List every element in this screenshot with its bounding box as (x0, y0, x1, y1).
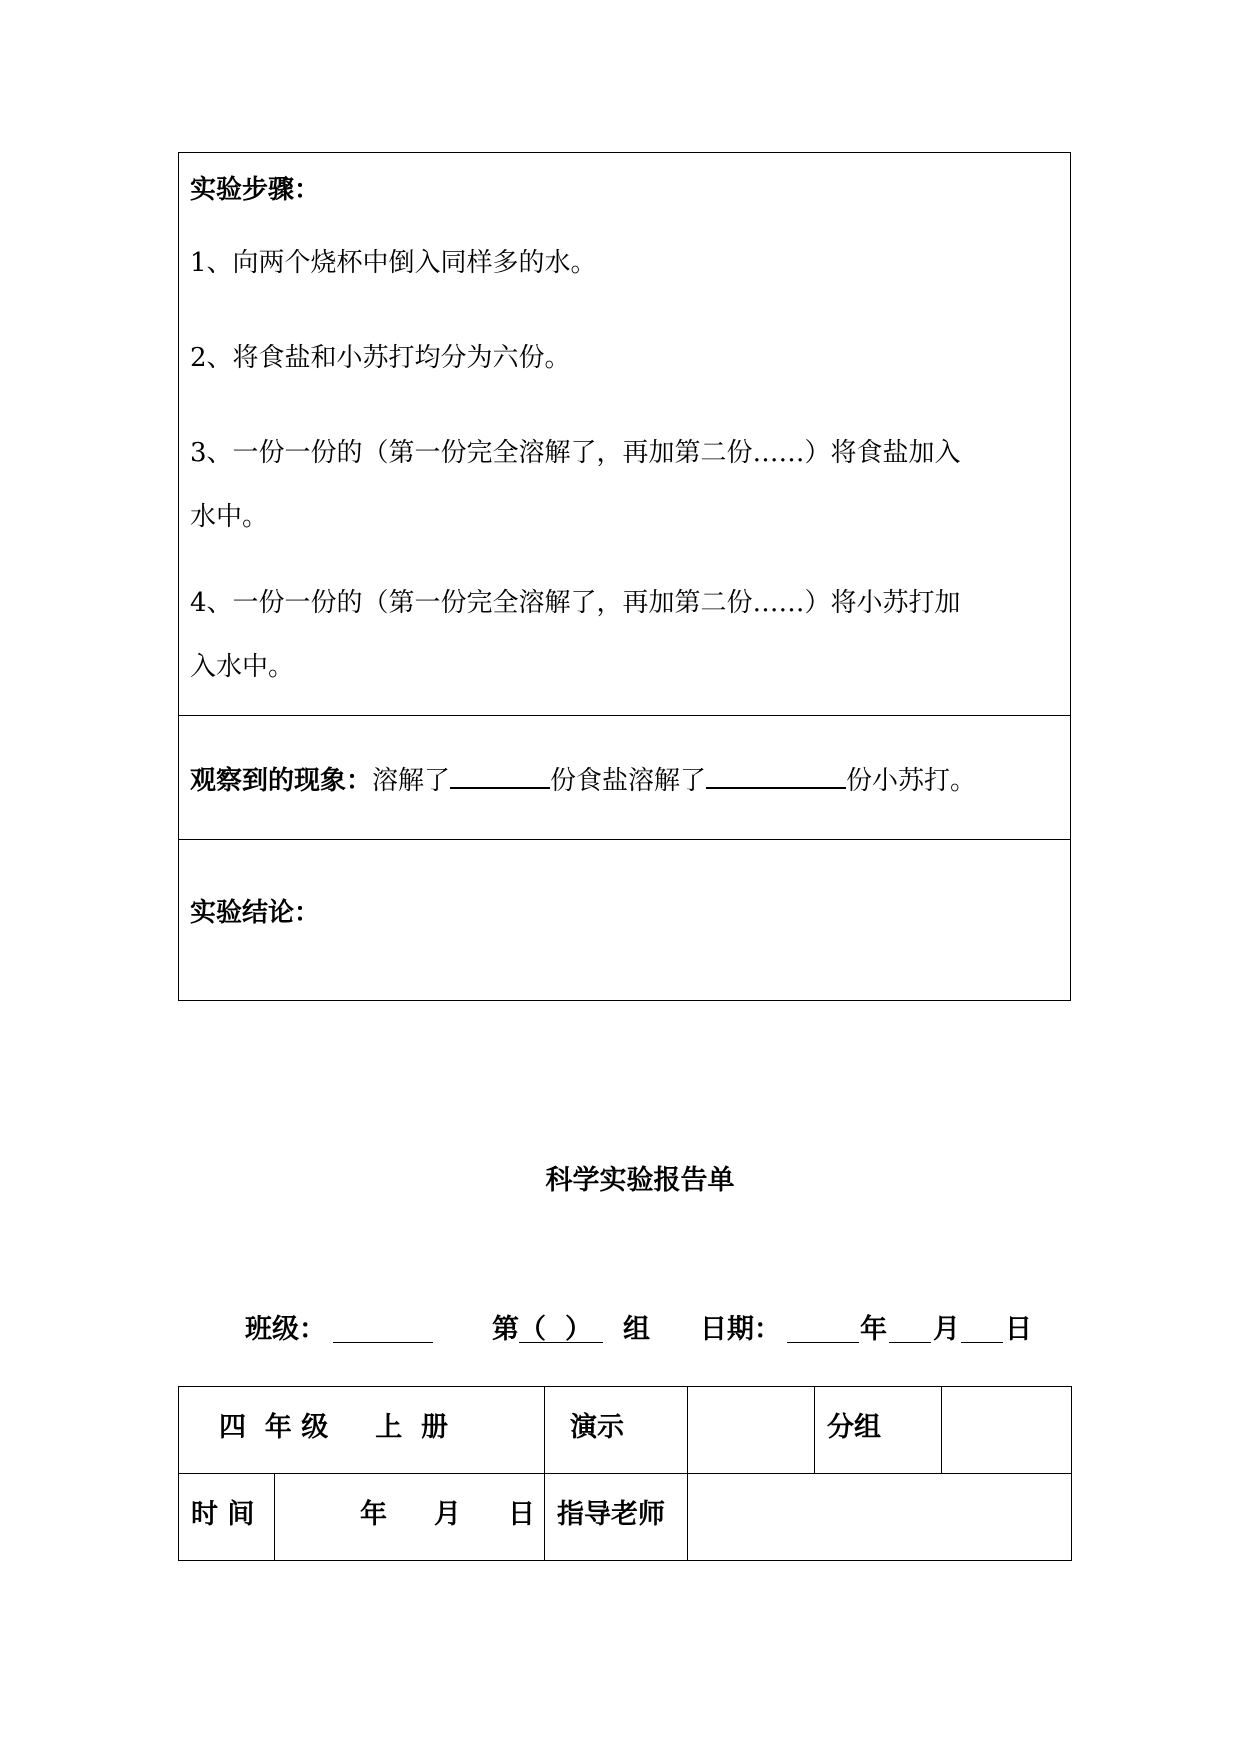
step-2: 2、将食盐和小苏打均分为六份。 (190, 343, 571, 373)
date-label: 日期： (700, 1314, 781, 1345)
observation-text-1: 溶解了 (372, 765, 451, 796)
step-3-line-2: 水中。 (190, 502, 269, 532)
demo-label-cell (545, 1387, 688, 1474)
month-label: 月 (933, 1314, 960, 1345)
group-suffix: 组 (623, 1314, 650, 1345)
observation-label: 观察到的现象： (190, 765, 373, 796)
steps-cell (179, 153, 1071, 716)
group-paren-close: ） (565, 1314, 592, 1345)
day-label: 日 (1005, 1314, 1032, 1345)
soda-count-blank[interactable] (706, 759, 846, 789)
experiment-table (178, 152, 1071, 1001)
day-blank[interactable] (961, 1310, 1003, 1343)
group-label-cell (815, 1387, 942, 1474)
grade-cell (179, 1387, 545, 1474)
conclusion-cell[interactable] (179, 840, 1071, 1001)
date-value: 年 月 日 (360, 1499, 535, 1530)
steps-heading: 实验步骤： (190, 175, 321, 205)
year-label: 年 (860, 1314, 887, 1345)
demo-label: 演示 (570, 1412, 624, 1443)
month-blank[interactable] (889, 1310, 931, 1343)
step-4 (190, 570, 1059, 700)
year-blank[interactable] (787, 1310, 859, 1343)
teacher-value-cell[interactable] (688, 1474, 1072, 1561)
date-value-cell[interactable] (275, 1474, 545, 1561)
time-label-cell (179, 1474, 275, 1561)
group-prefix: 第（ (492, 1314, 546, 1345)
observation-text-2: 份食盐溶解了 (550, 765, 707, 796)
teacher-label-cell (545, 1474, 688, 1561)
grade-text: 四 年 级 上 册 (219, 1412, 448, 1443)
observation-text-3: 份小苏打。 (846, 765, 977, 796)
report-meta-table (178, 1386, 1072, 1561)
step-3-line-1: 3、一份一份的（第一份完全溶解了，再加第二份……）将食盐加入 (190, 438, 961, 468)
group-label: 分组 (827, 1412, 881, 1443)
report-title: 科学实验报告单 (545, 1165, 735, 1196)
time-label: 时 间 (191, 1499, 255, 1530)
class-label: 班级： (245, 1314, 326, 1345)
teacher-label: 指导老师 (557, 1499, 665, 1530)
salt-count-blank[interactable] (450, 759, 550, 789)
class-blank[interactable] (333, 1310, 433, 1343)
step-4-line-2: 入水中。 (190, 652, 295, 682)
group-value-cell[interactable] (942, 1387, 1072, 1474)
conclusion-label: 实验结论： (190, 898, 321, 928)
demo-value-cell[interactable] (688, 1387, 815, 1474)
step-3 (190, 420, 1059, 550)
step-4-line-1: 4、一份一份的（第一份完全溶解了，再加第二份……）将小苏打加 (190, 588, 961, 618)
step-1: 1、向两个烧杯中倒入同样多的水。 (190, 248, 597, 278)
observation-cell (179, 716, 1071, 840)
